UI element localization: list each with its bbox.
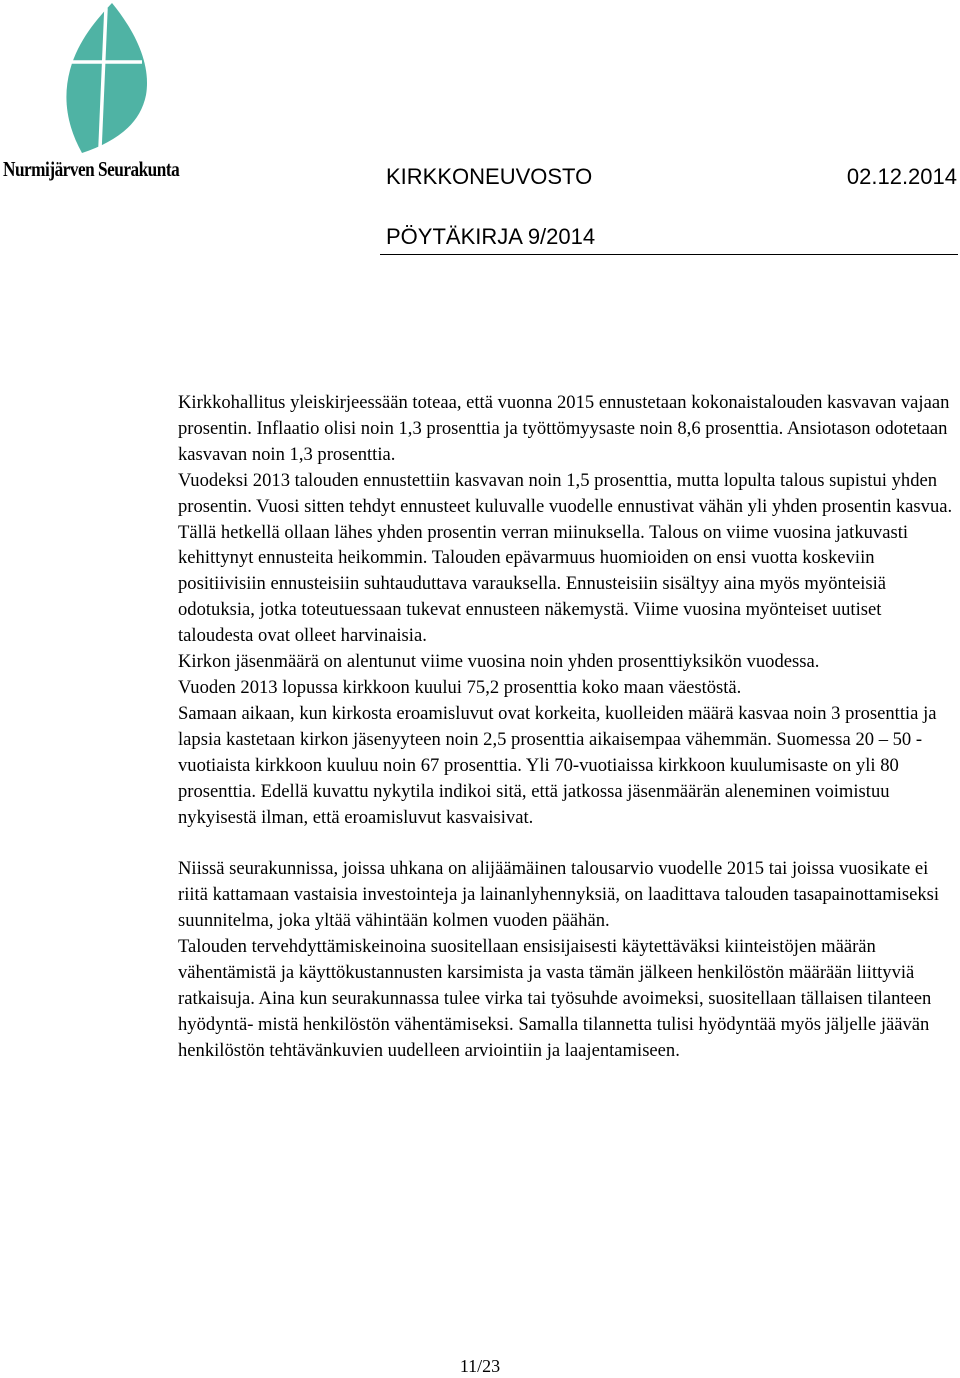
section-balancing xyxy=(178,856,960,1063)
document-body xyxy=(178,390,960,1064)
section-economy xyxy=(178,390,960,830)
paragraph: Vuoden 2013 lopussa kirkkoon kuului 75,2 prosenttia koko maan väestöstä. xyxy=(178,676,742,698)
document-title: KIRKKONEUVOSTO xyxy=(386,164,593,189)
document-date: 02.12.2014 xyxy=(846,164,957,189)
organization-name: Nurmijärven Seurakunta xyxy=(3,157,180,181)
paragraph: Kirkon jäsenmäärä on alentunut viime vuosina noin yhden prosenttiyksikön vuodessa. xyxy=(178,651,820,673)
paragraph: Vuodeksi 2013 talouden ennustettiin kasvavan noin 1,5 prosenttia, mutta lopulta talous supistui yhden prosentin. Vuosi sitten tehdyt ennusteet kuluvalle vuodelle ennustivat vähän yli yhden prosentin kasvua. Tällä hetkellä ollaan lähes yhden prosentin verran miinuksella. Talous on viime vuosina jatkuvasti kehittynyt ennusteita heikommin. Talouden epävarmuus huomioiden on ensi vuotta koskeviin positiivisiin ennusteisiin suhtauduttava varauksella. Ennusteisiin sisältyy aina myös myönteisiä odotuksia, jotka toteutuessaan tukevat ennusteen näkemystä. Viime vuosina myönteiset uutiset taloudesta ovat olleet harvinaisia. xyxy=(178,469,953,647)
organization-logo xyxy=(0,0,215,185)
paragraph-spacer xyxy=(178,830,960,856)
paragraph: Talouden tervehdyttämiskeinoina suositellaan ensisijaisesti käytettäväksi kiinteistöjen määrän vähentämistä ja käyttökustannusten karsimista ja vasta tämän jälkeen henkilöstön määrään liittyviä ratkaisuja. Aina kun seurakunnassa tulee virka tai työsuhde avoimeksi, suositellaan tällaisen tilanteen hyödyntä- mistä henkilöstön vähentämiseksi. Samalla tilannetta tulisi hyödyntää myös jäljelle jäävän henkilöstön tehtävänkuvien uudelleen arviointiin ja laajentamiseen. xyxy=(178,936,932,1061)
document-subtitle: PÖYTÄKIRJA 9/2014 xyxy=(386,224,596,249)
header-divider xyxy=(380,254,958,255)
paragraph: Samaan aikaan, kun kirkosta eroamisluvut ovat korkeita, kuolleiden määrä kasvaa noin 3 prosenttia ja lapsia kastetaan kirkon jäsenyyteen noin 2,5 prosenttia aikaisempaa vähemmän. Suomessa 20 – 50 -vuotiaista kirkkoon kuuluu noin 67 prosenttia. Yli 70-vuotiaissa kirkkoon kuulumisaste on yli 80 prosenttia. Edellä kuvattu nykytila indikoi sitä, että jatkossa jäsenmäärän aleneminen voimistuu nykyisestä ilman, että eroamisluvut kasvaisivat. xyxy=(178,702,937,828)
leaf-cross-logo-icon xyxy=(60,0,152,155)
page-number: 11/23 xyxy=(459,1356,501,1376)
paragraph: Kirkkohallitus yleiskirjeessään toteaa, että vuonna 2015 ennustetaan kokonaistalouden kasvavan vajaan prosentin. Inflaatio olisi noin 1,3 prosenttia ja työttömyysaste noin 8,6 prosenttia. Ansiotason odotetaan kasvavan noin 1,3 prosenttia. xyxy=(178,392,950,465)
paragraph: Niissä seurakunnissa, joissa uhkana on alijäämäinen talousarvio vuodelle 2015 tai joissa vuosikate ei riitä kattamaan vastaisia investointeja ja lainanlyhennyksiä, on laadittava talouden tasapainottamiseksi suunnitelma, joka yltää vähintään kolmen vuoden päähän. xyxy=(178,858,940,932)
